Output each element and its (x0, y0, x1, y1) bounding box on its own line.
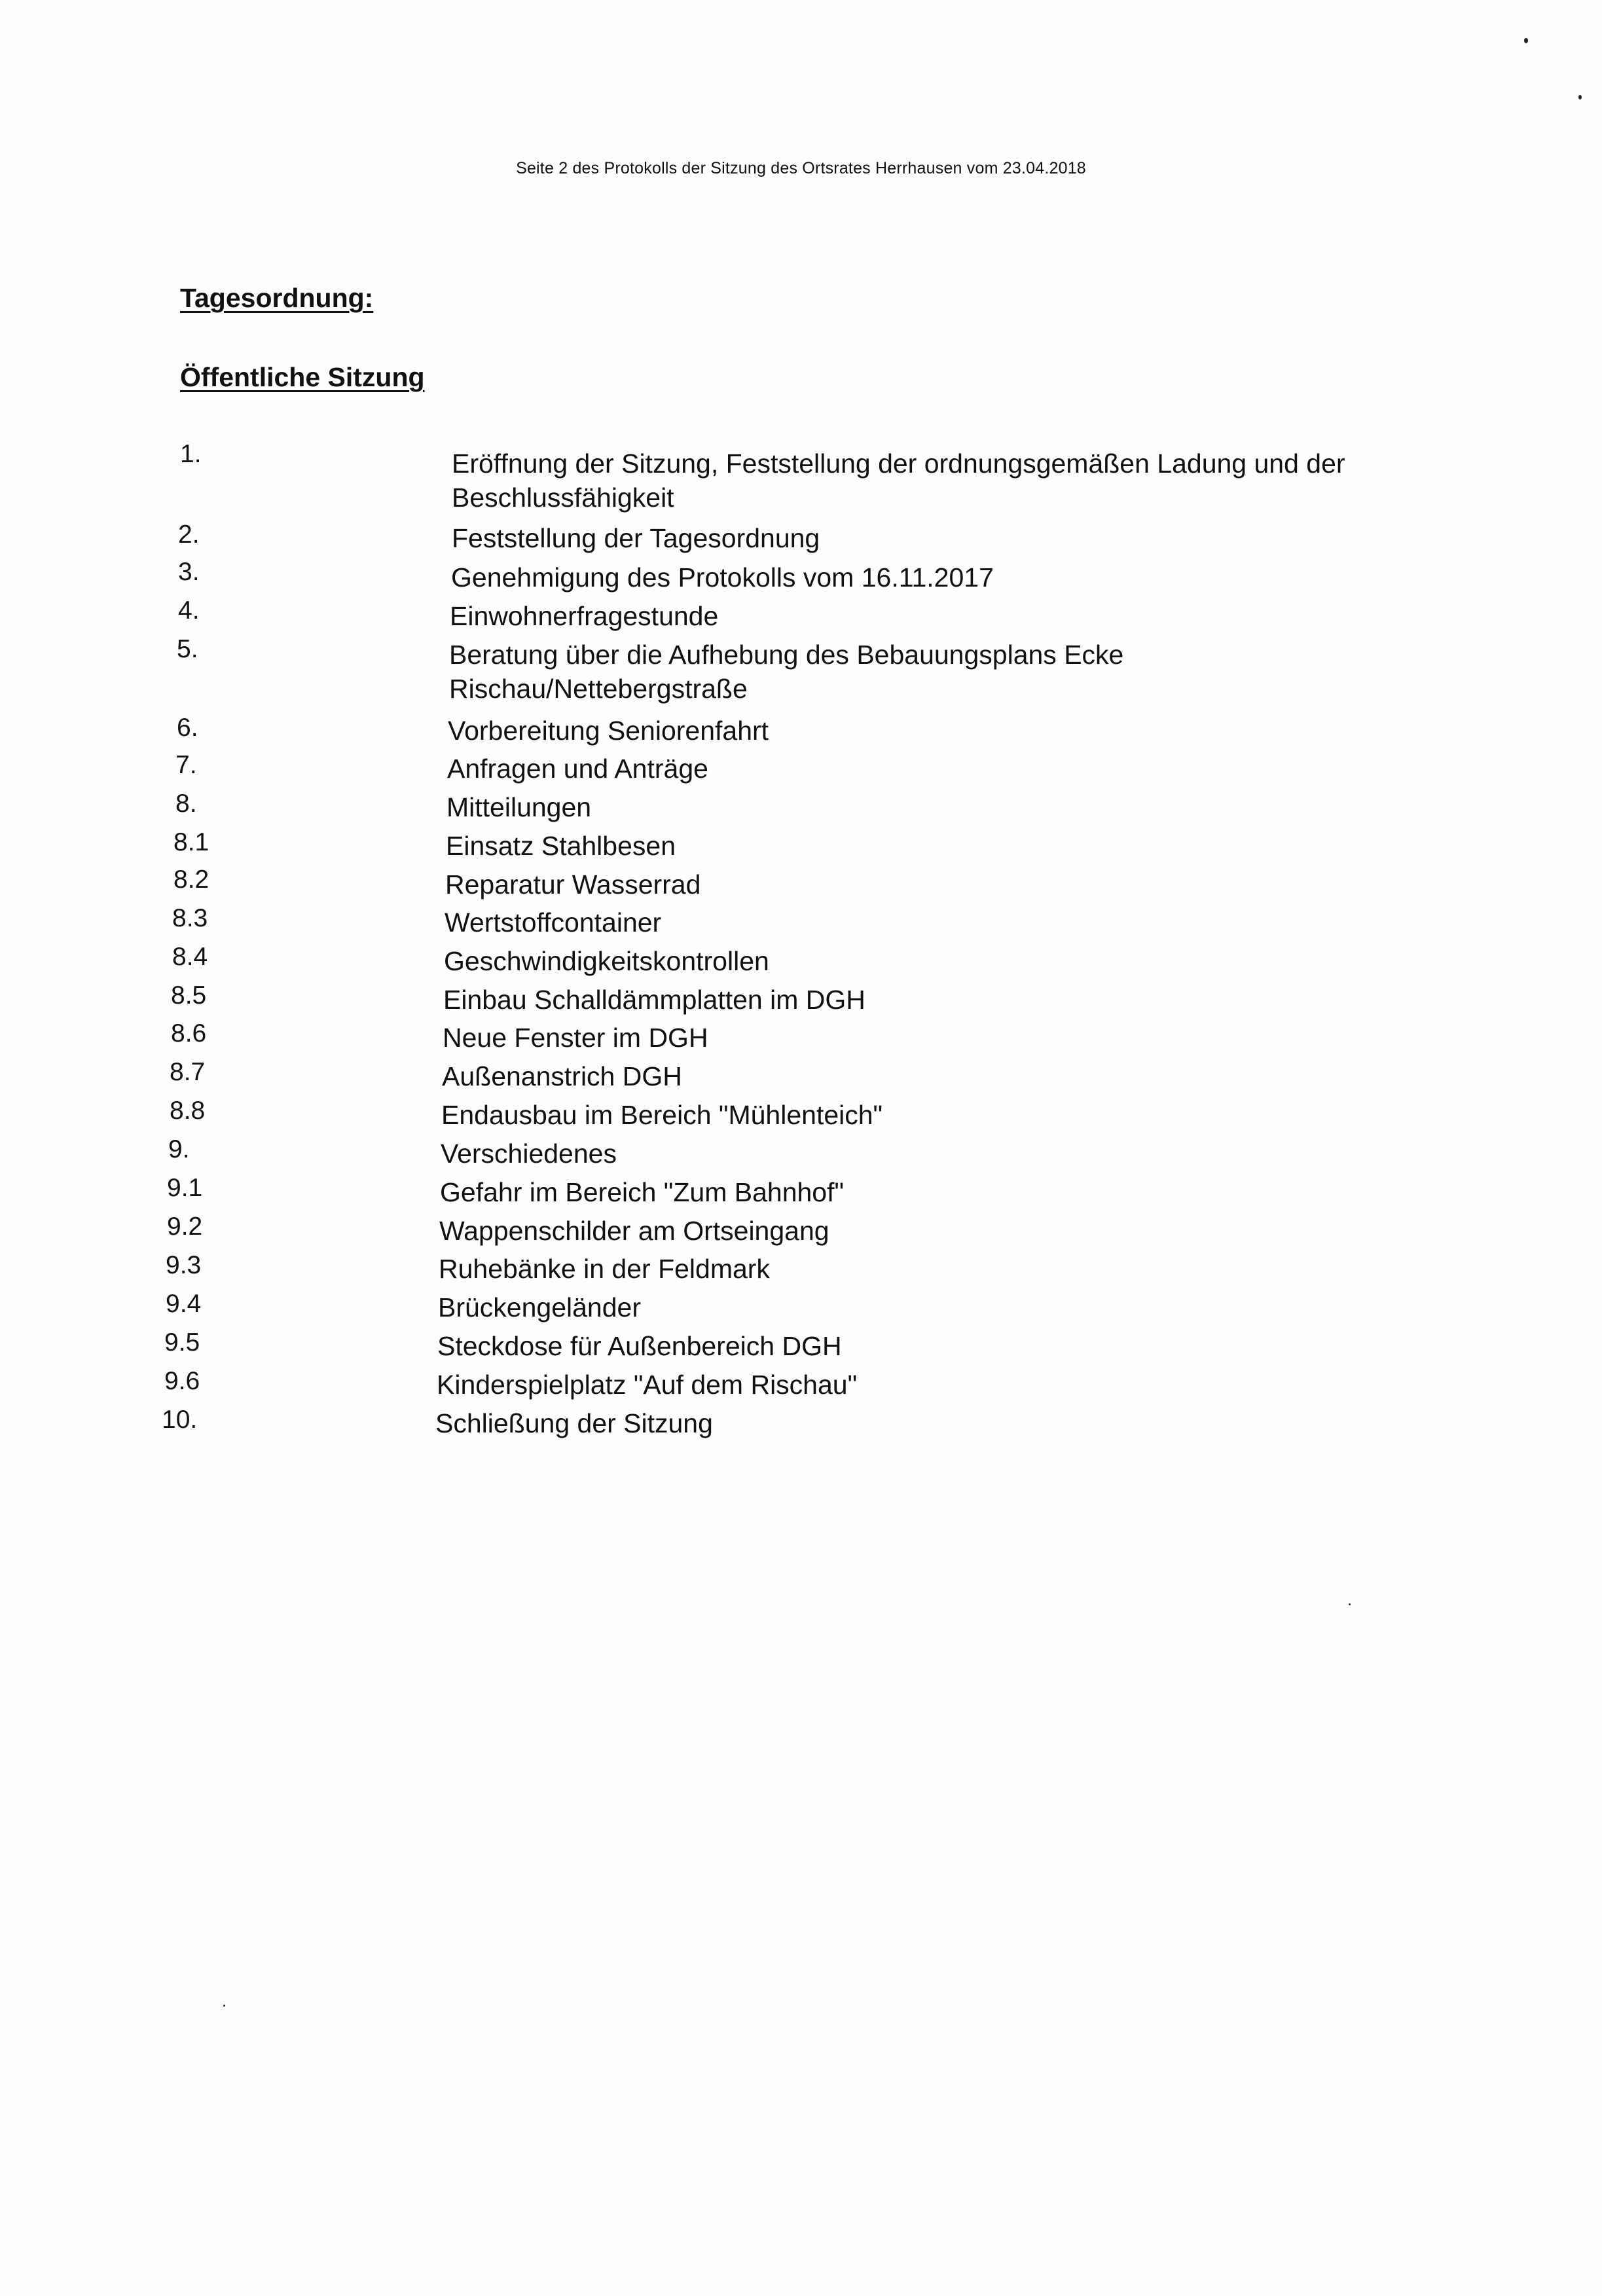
agenda-item-number: 6. (177, 714, 198, 742)
scan-speck (1524, 38, 1528, 43)
scan-speck (223, 2005, 225, 2007)
agenda-item-number: 5. (177, 635, 198, 663)
agenda-item-text: Genehmigung des Protokolls vom 16.11.2017 (451, 562, 994, 592)
agenda-item-text: Wertstoffcontainer (445, 907, 662, 938)
agenda-item-text: Reparatur Wasserrad (445, 869, 701, 900)
agenda-item-number: 7. (175, 751, 197, 779)
agenda-item-text: Verschiedenes (441, 1139, 617, 1169)
agenda-item-text: Feststellung der Tagesordnung (452, 523, 820, 553)
agenda-heading: Tagesordnung: (180, 283, 374, 313)
agenda-item-number: 4. (178, 596, 200, 625)
agenda-item-number: 8.1 (173, 828, 209, 856)
agenda-item-text: Vorbereitung Seniorenfahrt (448, 716, 769, 746)
agenda-item-text: Mitteilungen (446, 792, 592, 822)
agenda-item-number: 9.4 (166, 1290, 202, 1318)
agenda-item-number: 8.3 (172, 904, 208, 932)
agenda-item-number: 9.6 (164, 1367, 200, 1395)
agenda-item-number: 10. (162, 1406, 198, 1434)
scan-speck (1349, 1603, 1351, 1605)
agenda-item-text: Wappenschilder am Ortseingang (439, 1216, 829, 1246)
agenda-item-number: 8.5 (171, 981, 207, 1010)
agenda-item-number: 8. (175, 790, 197, 818)
agenda-item-text: Beratung über die Aufhebung des Bebauungsplans Ecke Rischau/Nettebergstraße (449, 640, 1124, 704)
page-header: Seite 2 des Protokolls der Sitzung des Ortsrates Herrhausen vom 23.04.2018 (516, 159, 1086, 177)
agenda-item-text: Brückengeländer (438, 1292, 641, 1322)
agenda-item-text: Einsatz Stahlbesen (446, 831, 676, 861)
agenda-item-text: Schließung der Sitzung (435, 1408, 713, 1438)
agenda-item-number: 8.8 (170, 1097, 206, 1125)
agenda-item-text: Geschwindigkeitskontrollen (444, 946, 769, 976)
agenda-item-number: 8.2 (173, 866, 209, 894)
agenda-item-text: Neue Fenster im DGH (443, 1023, 708, 1053)
agenda-item-text: Anfragen und Anträge (447, 754, 708, 784)
agenda-item-number: 9. (168, 1135, 190, 1163)
agenda-item-number: 9.1 (167, 1174, 203, 1202)
scan-speck (1578, 95, 1582, 100)
agenda-item-number: 8.4 (172, 943, 208, 971)
agenda-item-text: Eröffnung der Sitzung, Feststellung der ordnungsgemäßen Ladung und der Beschlussfähigkeit (452, 448, 1345, 513)
agenda-item-number: 9.3 (166, 1251, 202, 1279)
agenda-item-text: Gefahr im Bereich "Zum Bahnhof" (440, 1177, 845, 1207)
agenda-item-number: 9.2 (167, 1212, 203, 1241)
agenda-item-text: Kinderspielplatz "Auf dem Rischau" (437, 1370, 858, 1400)
agenda-item-text: Endausbau im Bereich "Mühlenteich" (441, 1100, 883, 1130)
agenda-item-text: Einbau Schalldämmplatten im DGH (443, 985, 865, 1015)
agenda-item-text: Außenanstrich DGH (442, 1061, 682, 1091)
agenda-item-text: Steckdose für Außenbereich DGH (437, 1331, 842, 1361)
agenda-item-text: Ruhebänke in der Feldmark (439, 1254, 770, 1284)
agenda-item-number: 3. (178, 558, 200, 586)
agenda-item-number: 8.7 (170, 1058, 206, 1086)
agenda-item-number: 2. (178, 520, 200, 549)
agenda-item-text: Einwohnerfragestunde (450, 601, 719, 631)
agenda-item-number: 8.6 (171, 1019, 207, 1048)
agenda-item-number: 1. (180, 440, 202, 468)
agenda-item-number: 9.5 (164, 1328, 200, 1357)
public-session-heading: Öffentliche Sitzung (180, 362, 425, 392)
